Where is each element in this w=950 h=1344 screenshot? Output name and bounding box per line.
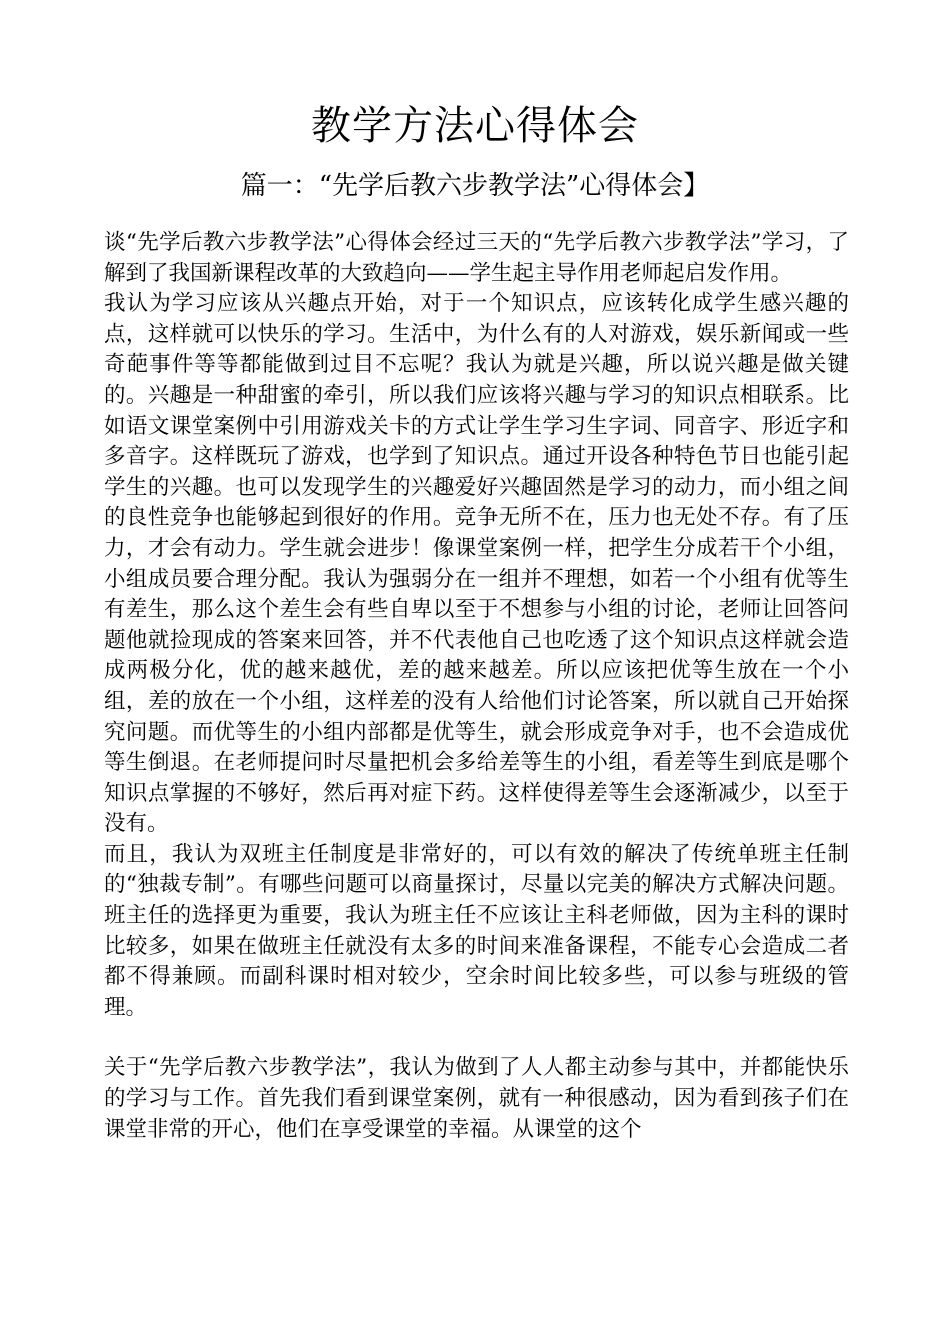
paragraph-interest: 我认为学习应该从兴趣点开始，对于一个知识点，应该转化成学生感兴趣的点，这样就可以快乐的学习。生活中，为什么有的人对游戏，娱乐新闻或一些奇葩事件等等都能做到过目不忘呢？我认为就是兴趣，所以说兴趣是做关键的。兴趣是一种甜蜜的牵引，所以我们应该将兴趣与学习的知识点相联系。比如语文课堂案例中引用游戏关卡的方式让学生学习生字词、同音字、形近字和多音字。这样既玩了游戏，也学到了知识点。通过开设各种特色节日也能引起学生的兴趣。也可以发现学生的兴趣爱好兴趣固然是学习的动力，而小组之间的良性竞争也能够起到很好的作用。竞争无所不在，压力也无处不存。有了压力，才会有动力。学生就会进步！像课堂案例一样，把学生分成若干个小组，小组成员要合理分配。我认为强弱分在一组并不理想，如若一个小组有优等生有差生，那么这个差生会有些自卑以至于不想参与小组的讨论，老师让回答问题他就捡现成的答案来回答，并不代表他自己也吃透了这个知识点这样就会造成两极分化，优的越来越优，差的越来越差。所以应该把优等生放在一个小组，差的放在一个小组，这样差的没有人给他们讨论答案，所以就自己开始探究问题。而优等生的小组内部都是优等生，就会形成竞争对手，也不会造成优等生倒退。在老师提问时尽量把机会多给差等生的小组，看差等生到底是哪个知识点掌握的不够好，然后再对症下药。这样使得差等生会逐渐减少，以至于没有。 xyxy=(104,291,849,837)
document-body xyxy=(104,228,849,1145)
document-title: 教学方法心得体会 xyxy=(311,103,639,149)
paragraph-six-step: 关于“先学后教六步教学法”，我认为做到了人人都主动参与其中，并都能快乐的学习与工作。首先我们看到课堂案例，就有一种很感动，因为看到孩子们在课堂非常的开心，他们在享受课堂的幸福。从课堂的这个 xyxy=(104,1055,849,1142)
paragraph-dual-teacher: 而且，我认为双班主任制度是非常好的，可以有效的解决了传统单班主任制的“独裁专制”。有哪些问题可以商量探讨，尽量以完美的解决方式解决问题。班主任的选择更为重要，我认为班主任不应该让主科老师做，因为主科的课时比较多，如果在做班主任就没有太多的时间来准备课程，不能专心会造成二者都不得兼顾。而副科课时相对较少，空余时间比较多些，可以参与班级的管理。 xyxy=(104,841,849,1020)
paragraph-intro: 谈“先学后教六步教学法”心得体会经过三天的“先学后教六步教学法”学习，了解到了我国新课程改革的大致趋向——学生起主导作用老师起启发作用。 xyxy=(104,230,849,286)
document-subtitle: 篇一：“先学后教六步教学法”心得体会】 xyxy=(240,171,710,201)
